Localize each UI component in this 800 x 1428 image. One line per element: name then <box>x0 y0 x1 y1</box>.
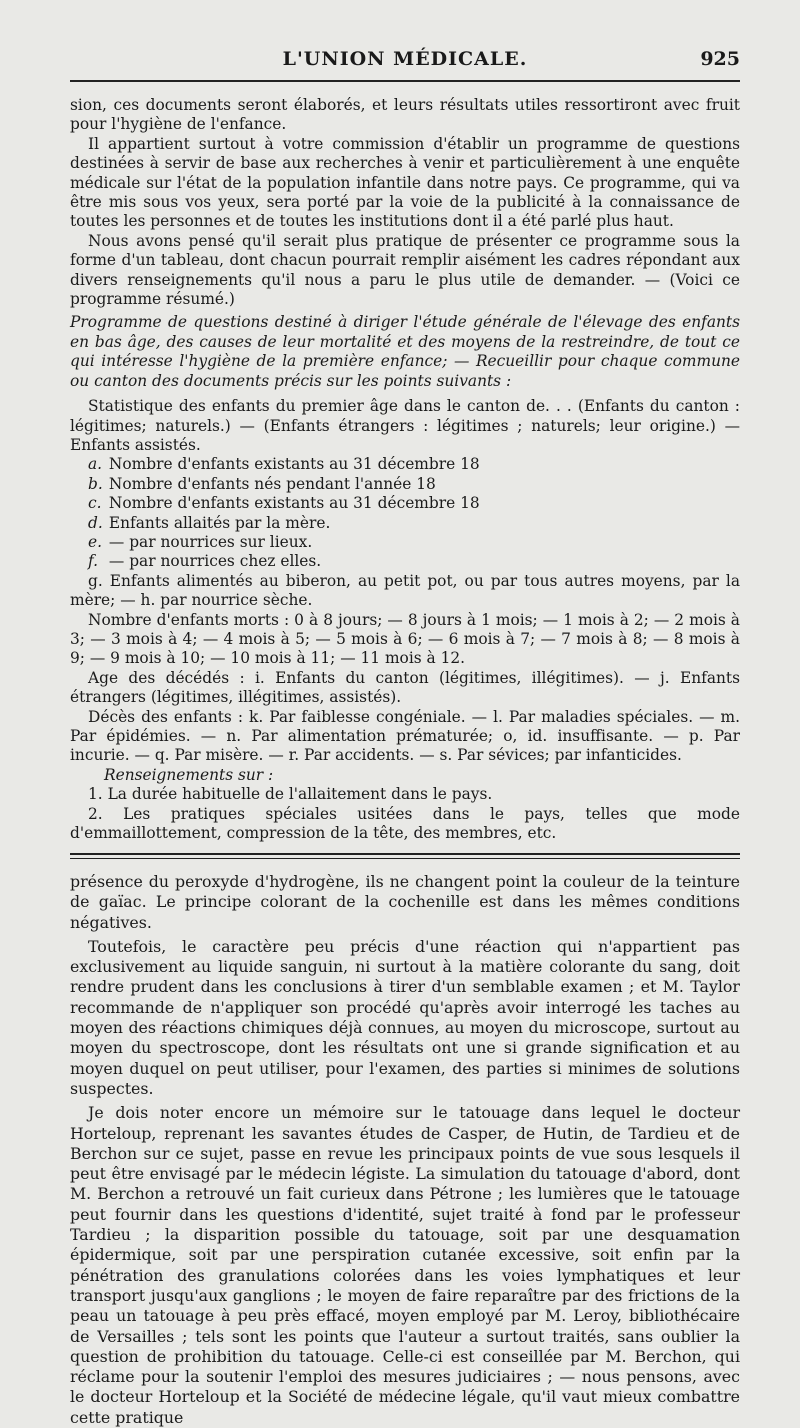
top-section <box>70 96 740 843</box>
age-line: Age des décédés : i. Enfants du canton (légitimes, illégitimes). — j. Enfants étrangers (légitimes, illégitimes, assistés). <box>70 668 740 707</box>
list-item: f. — par nourrices chez elles. <box>88 552 322 571</box>
list-item: b. Nombre d'enfants nés pendant l'année 18 <box>88 474 436 493</box>
section-rule <box>70 858 740 859</box>
header-rule <box>70 80 740 82</box>
renseignement-item: 1. La durée habituelle de l'allaitement dans le pays. <box>88 785 493 804</box>
item-g: g. Enfants alimentés au biberon, au petit pot, ou par tous autres moyens, par la mère; — h. par nourrice sèche. <box>70 571 740 610</box>
list-item: a. Nombre d'enfants existants au 31 décembre 18 <box>88 455 480 474</box>
list-item: d. Enfants allaités par la mère. <box>88 513 331 532</box>
renseignement-item: 2. Les pratiques spéciales usitées dans le pays, telles que mode d'emmaillottement, compression de la tête, des membres, etc. <box>70 804 740 843</box>
deces-line: Décès des enfants : k. Par faiblesse congéniale. — l. Par maladies spéciales. — m. Par épidémies. — n. Par alimentation prématurée; o, id. insuffisante. — p. Par incurie. — q. Par misère. — r. Par accidents. — s. Par sévices; par infanticides. <box>70 707 740 765</box>
programme-title: Programme de questions destiné à diriger l'étude générale de l'élevage des enfants en bas âge, des causes de leur mortalité et des moyens de la restreindre, de tout ce qui intéresse l'hygiène de la première enfance; — Recueillir pour chaque commune ou canton des documents précis sur les points suivants : <box>70 313 740 390</box>
page-number: 925 <box>700 48 740 70</box>
paragraph: Je dois noter encore un mémoire sur le tatouage dans lequel le docteur Horteloup, reprenant les savantes études de Casper, de Hutin, de Tardieu et de Berchon sur ce sujet, passe en revue les principaux points de vue sous lesquels il peut être envisagé par le médecin légiste. La simulation du tatouage d'abord, dont M. Berchon a retrouvé un fait curieux dans Pétrone ; les lumières que le tatouage peut fournir dans les questions d'identité, sujet traité à fond par le professeur Tardieu ; la disparition possible du tatouage, soit par une desquamation épidermique, soit par une perspiration cutanée excessive, soit enfin par la pénétration des granulations colorées dans les voies lymphatiques et leur transport jusqu'aux ganglions ; le moyen de faire reparaître par des frictions de la peau un tatouage à peu près effacé, moyen employé par M. Leroy, bibliothécaire de Versailles ; tels sont les points que l'auteur a surtout traités, sans oublier la question de prohibition du tatouage. Celle-ci est conseillée par M. Berchon, qui réclame pour la soutenir l'emploi des mesures judiciaires ; — nous pensons, avec le docteur Horteloup et la Société de médecine légale, qu'il vaut mieux combattre cette pratique <box>70 1103 740 1427</box>
statistique-line: Statistique des enfants du premier âge dans le canton de. . . (Enfants du canton : légitimes; naturels.) — (Enfants étrangers : légitimes ; naturels; leur origine.) — Enfants assistés. <box>70 397 740 454</box>
paragraph: sion, ces documents seront élaborés, et leurs résultats utiles ressortiront avec fruit pour l'hygiène de l'enfance. <box>70 96 740 134</box>
renseignements-heading: Renseignements sur : <box>104 765 274 784</box>
list-item: c. Nombre d'enfants existants au 31 décembre 18 <box>88 494 480 513</box>
item-list <box>70 455 740 571</box>
morts-line: Nombre d'enfants morts : 0 à 8 jours; — 8 jours à 1 mois; — 1 mois à 2; — 2 mois à 3; — 3 mois à 4; — 4 mois à 5; — 5 mois à 6; — 6 mois à 7; — 7 mois à 8; — 8 mois à 9; — 9 mois à 10; — 10 mois à 11; — 11 mois à 12. <box>70 610 740 668</box>
section-rule <box>70 853 740 855</box>
list-item: e. — par nourrices sur lieux. <box>88 532 313 551</box>
paragraph: Il appartient surtout à votre commission d'établir un programme de questions destinées à servir de base aux recherches à venir et particulièrement à une enquête médicale sur l'état de la population infantile dans notre pays. Ce programme, qui va être mis sous vos yeux, sera porté par la voie de la publicité à la connaissance de toutes les personnes et de toutes les institutions dont il a été parlé plus haut. <box>70 134 740 231</box>
running-title: L'UNION MÉDICALE. <box>282 48 528 70</box>
paragraph: présence du peroxyde d'hydrogène, ils ne changent point la couleur de la teinture de gaïac. Le principe colorant de la cochenille est dans les mêmes conditions négatives. <box>70 872 740 932</box>
bottom-section <box>70 872 740 1428</box>
page-header <box>70 48 740 76</box>
paragraph: Nous avons pensé qu'il serait plus pratique de présenter ce programme sous la forme d'un tableau, dont chacun pourrait remplir aisément les cadres répondant aux divers renseignements qu'il nous a paru le plus utile de demander. — (Voici ce programme résumé.) <box>70 231 740 309</box>
paragraph: Toutefois, le caractère peu précis d'une réaction qui n'appartient pas exclusivement au liquide sanguin, ni surtout à la matière colorante du sang, doit rendre prudent dans les conclusions à tirer d'un semblable examen ; et M. Taylor recommande de n'appliquer son procédé qu'après avoir interrogé les taches au moyen des réactions chimiques déjà connues, au moyen du microscope, surtout au moyen du spectroscope, dont les résultats ont une si grande signification et au moyen duquel on peut utiliser, pour l'examen, des parties si minimes de solutions suspectes. <box>70 936 740 1098</box>
